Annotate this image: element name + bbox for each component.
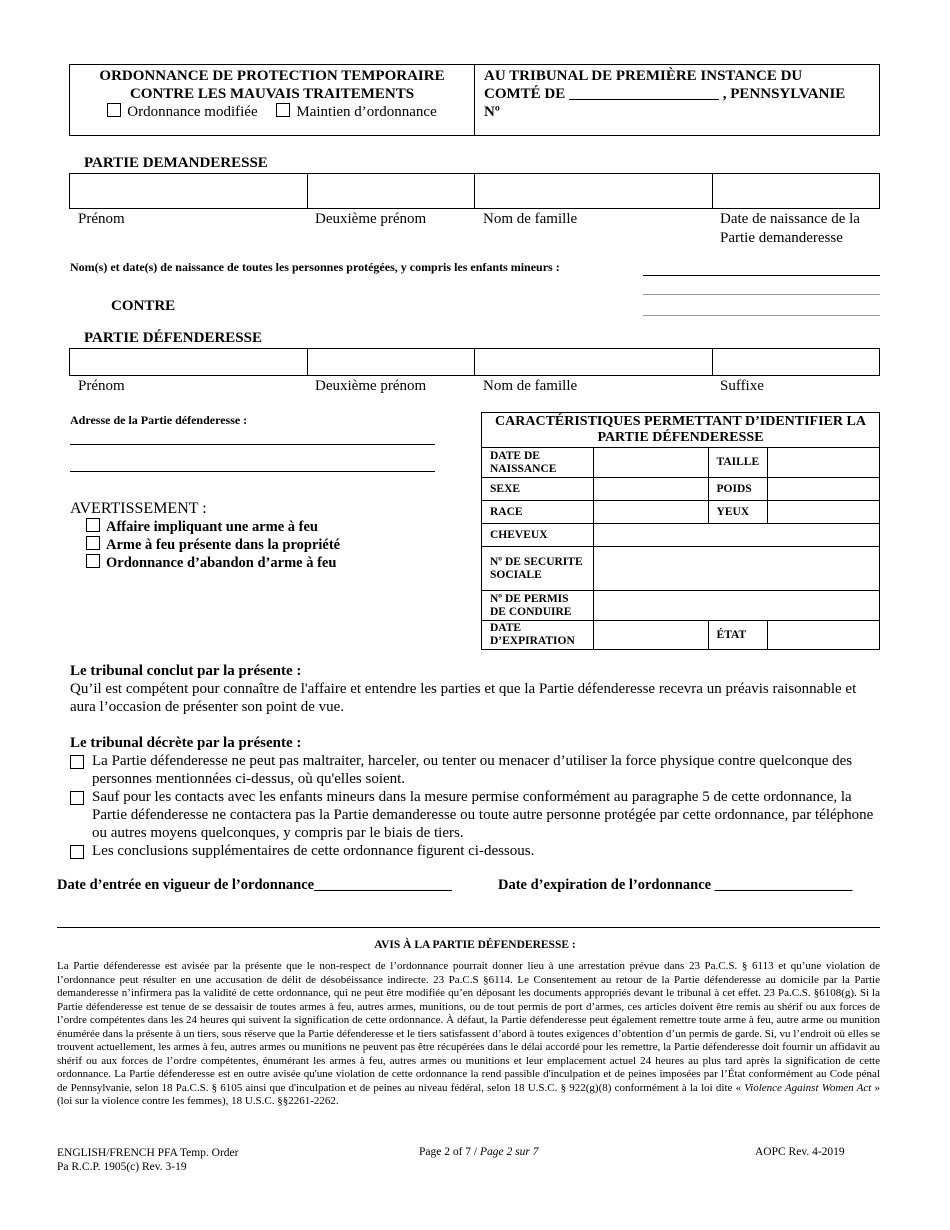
protected-persons-label: Nom(s) et date(s) de naissance de toutes les personnes protégées, y compris les enfants mineurs : <box>70 260 560 274</box>
protected-persons-line-1[interactable] <box>643 261 880 276</box>
defendant-suffix-field[interactable] <box>713 349 879 375</box>
order-title-line2: CONTRE LES MAUVAIS TRAITEMENTS <box>129 86 415 102</box>
case-number-label: Nº <box>484 104 500 120</box>
dob-label: DATE DE NAISSANCE <box>482 448 594 478</box>
maintained-order-label: Maintien d’ordonnance <box>296 104 437 120</box>
court-line1: AU TRIBUNAL DE PREMIÈRE INSTANCE DU <box>484 68 803 84</box>
eyes-value[interactable] <box>768 501 880 524</box>
plaintiff-first-name-field[interactable] <box>70 174 308 208</box>
decree-item-1: La Partie défenderesse ne peut pas maltraiter, harceler, ou tenter ou menacer d’utiliser la force physique contre quelconque des personnes mentionnées ci-dessus, où qu'elles soient. <box>70 752 882 788</box>
plaintiff-dob-field[interactable] <box>713 174 879 208</box>
license-value[interactable] <box>593 591 879 621</box>
dob-value[interactable] <box>593 448 708 478</box>
characteristics-title: CARACTÉRISTIQUES PERMETTANT D’IDENTIFIER LA PARTIE DÉFENDERESSE <box>482 413 880 448</box>
effective-date-field[interactable]: Date d’entrée en vigueur de l’ordonnance___________________ <box>57 877 452 893</box>
height-value[interactable] <box>768 448 880 478</box>
eyes-label: YEUX <box>708 501 768 524</box>
defendant-address-label: Adresse de la Partie défenderesse : <box>70 413 248 427</box>
decree-item-3-checkbox[interactable] <box>70 845 84 859</box>
defendant-address-line-1[interactable] <box>70 428 435 445</box>
warning-item-firearm: Affaire impliquant une arme à feu <box>86 518 340 536</box>
ssn-value[interactable] <box>593 547 879 591</box>
warning-list <box>86 518 340 572</box>
protected-persons-line-3[interactable] <box>643 300 880 316</box>
decree-item-2: Sauf pour les contacts avec les enfants mineurs dans la mesure permise conformément au paragraphe 5 de cette ordonnance, la Partie défenderesse ne contactera pas la Partie demanderesse ou toute autre personne protégée par cette ordonnance, par téléphone ou autres moyens quelconques, y compris par le biais de tiers. <box>70 788 882 842</box>
decree-title: Le tribunal décrète par la présente : <box>70 735 302 751</box>
protected-persons-line-2[interactable] <box>643 279 880 295</box>
plaintiff-section-title: PARTIE DEMANDERESSE <box>84 155 268 171</box>
weight-value[interactable] <box>768 478 880 501</box>
plaintiff-first-name-label: Prénom <box>78 211 125 227</box>
relinquish-firearm-checkbox[interactable] <box>86 554 100 568</box>
defendant-characteristics-table <box>481 412 880 650</box>
versus-label: CONTRE <box>111 298 176 314</box>
defendant-address-line-2[interactable] <box>70 455 435 472</box>
maintained-order-checkbox[interactable] <box>276 103 290 117</box>
defendant-section-title: PARTIE DÉFENDERESSE <box>84 330 262 346</box>
defendant-name-grid <box>69 348 880 376</box>
hair-label: CHEVEUX <box>482 524 594 547</box>
sex-value[interactable] <box>593 478 708 501</box>
decree-item-2-checkbox[interactable] <box>70 791 84 805</box>
state-value[interactable] <box>768 621 880 650</box>
section-divider <box>57 927 880 928</box>
finding-title: Le tribunal conclut par la présente : <box>70 663 302 679</box>
order-type-options <box>70 103 474 121</box>
defendant-middle-name-field[interactable] <box>308 349 475 375</box>
defendant-middle-name-label: Deuxième prénom <box>315 378 427 394</box>
plaintiff-name-grid <box>69 173 880 209</box>
plaintiff-middle-name-field[interactable] <box>308 174 475 208</box>
order-title-cell <box>70 65 475 135</box>
modified-order-checkbox[interactable] <box>107 103 121 117</box>
plaintiff-dob-label: Date de naissance de la Partie demanderesse <box>720 211 860 246</box>
plaintiff-last-name-label: Nom de famille <box>483 211 578 227</box>
court-county-line: COMTÉ DE ____________________ , PENNSYLVANIE <box>484 86 846 102</box>
notice-text: La Partie défenderesse est avisée par la présente que le non-respect de l’ordonnance pourrait donner lieu à une arrestation prévue dans 23 Pa.C.S. § 6113 et qu’une violation de l’ordonnance peut résulter en une accusation de délit de désobéissance indirecte. 23 Pa.C.S §6114. Le Consentement au retour de la Partie défenderesse au domicile par la Partie demanderesse n’infirmera pas la validité de cette ordonnance, qui ne peut être modifiée qu’en déposant les documents appropriés devant le tribunal à cet effet. 23 Pa.C.S. §6108(g). Si la Partie défenderesse est tenue de se dessaisir de toutes armes à feu, autres armes, munitions, ou de tout permis de port d’armes, ces articles doivent être remis au shérif ou aux forces de l’ordre compétentes dans les 24 heures qui suivent la signification de cette ordonnance. À défaut, la Partie défenderesse peut également remettre toute arme à feu, autre arme ou munition énumérée dans la présente à un tiers, sous réserve que la Partie défenderesse et le tiers satisfassent d’abord à toutes exigences d’obtention d’un permis de garde. Si, vu l’endroit où elles se trouvent actuellement, les armes à feu, autres armes ou munitions ne peuvent pas être récupérées dans le délai accordé pour les remettre, la Partie défenderesse doit fournir un affidavit au shérif ou aux forces de l’ordre compétentes, énumérant les armes à feu, autres armes ou munitions et leur emplacement actuel 24 heures au plus tard après la signification de cette ordonnance. La Partie défenderesse est en outre avisée qu'une violation de cette ordonnance la rend passible d'inculpation et de peines imposées par l’État conformément au Code pénal de Pennsylvanie, selon 18 Pa.C.S. § 6105 ainsi que d'inculpation et de peines au niveau fédéral, selon 18 U.S.C. § 922(g)(8) conformément à la loi dite « Violence Against Women Act » (loi sur la violence contre les femmes), 18 U.S.C. §§2261-2262. <box>57 960 880 1107</box>
defendant-first-name-label: Prénom <box>78 378 125 394</box>
plaintiff-last-name-field[interactable] <box>475 174 713 208</box>
warning-title: AVERTISSEMENT : <box>70 500 207 517</box>
defendant-suffix-label: Suffixe <box>720 378 764 394</box>
race-label: RACE <box>482 501 594 524</box>
defendant-last-name-label: Nom de famille <box>483 378 578 394</box>
expiration-label: DATE D’EXPIRATION <box>482 621 594 650</box>
expiration-value[interactable] <box>593 621 708 650</box>
defendant-first-name-field[interactable] <box>70 349 308 375</box>
race-value[interactable] <box>593 501 708 524</box>
warning-item-relinquish: Ordonnance d’abandon d’arme à feu <box>86 554 340 572</box>
order-header <box>69 64 880 136</box>
footer-page-number: Page 2 of 7 / Page 2 sur 7 <box>419 1146 539 1158</box>
hair-value[interactable] <box>593 524 879 547</box>
order-title-line1: ORDONNANCE DE PROTECTION TEMPORAIRE <box>99 68 445 84</box>
ssn-label: Nº DE SECURITE SOCIALE <box>482 547 594 591</box>
notice-title: AVIS À LA PARTIE DÉFENDERESSE : <box>374 939 576 951</box>
warning-item-firearm-present: Arme à feu présente dans la propriété <box>86 536 340 554</box>
state-label: ÉTAT <box>708 621 768 650</box>
firearm-case-checkbox[interactable] <box>86 518 100 532</box>
footer-form-id: ENGLISH/FRENCH PFA Temp. Order Pa R.C.P. 1905(c) Rev. 3-19 <box>57 1147 239 1173</box>
height-label: TAILLE <box>708 448 768 478</box>
expiration-date-field[interactable]: Date d’expiration de l’ordonnance ___________________ <box>498 877 853 893</box>
act-name: Violence Against Women Act <box>744 1081 872 1094</box>
court-finding <box>70 662 882 716</box>
court-decree <box>70 734 882 860</box>
sex-label: SEXE <box>482 478 594 501</box>
decree-item-1-checkbox[interactable] <box>70 755 84 769</box>
decree-item-3: Les conclusions supplémentaires de cette ordonnance figurent ci-dessous. <box>70 842 882 860</box>
plaintiff-middle-name-label: Deuxième prénom <box>315 211 427 227</box>
defendant-last-name-field[interactable] <box>475 349 713 375</box>
firearm-present-checkbox[interactable] <box>86 536 100 550</box>
license-label: Nº DE PERMIS DE CONDUIRE <box>482 591 594 621</box>
finding-text: Qu’il est compétent pour connaître de l'affaire et entendre les parties et que la Partie défenderesse recevra un préavis raisonnable et aura l’occasion de présenter son point de vue. <box>70 681 857 715</box>
court-info <box>484 67 879 121</box>
weight-label: POIDS <box>708 478 768 501</box>
modified-order-label: Ordonnance modifiée <box>127 104 258 120</box>
footer-revision: AOPC Rev. 4-2019 <box>755 1146 845 1158</box>
